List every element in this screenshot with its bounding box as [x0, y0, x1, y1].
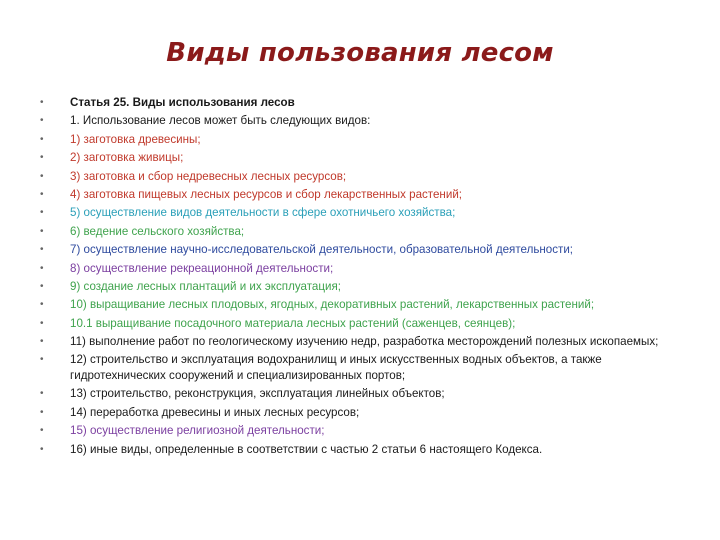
page-title: Виды пользования лесом — [166, 38, 554, 68]
bullet-icon: • — [40, 188, 44, 200]
bullet-icon: • — [40, 336, 44, 348]
list-item-text: 2) заготовка живицы; — [70, 151, 184, 165]
bullet-icon: • — [40, 354, 44, 366]
list-item-text: 12) строительство и эксплуатация водохранилищ и иных искусственных водных объектов, а также гидротехнических сооружений и специализированных портов; — [70, 353, 602, 382]
list-item — [40, 423, 668, 439]
list-item-text: 10.1 выращивание посадочного материала лесных растений (саженцев, сеянцев); — [70, 316, 516, 330]
list-item-text: 9) создание лесных плантаций и их эксплуатация; — [70, 279, 341, 293]
list-item-text: 1. Использование лесов может быть следующих видов: — [70, 114, 371, 128]
bullet-icon: • — [40, 115, 44, 127]
list-item — [40, 297, 668, 313]
list-item — [40, 261, 668, 277]
list-item — [40, 113, 668, 129]
list-item-text: 6) ведение сельского хозяйства; — [70, 224, 245, 238]
bullet-icon: • — [40, 207, 44, 219]
list-item — [40, 132, 668, 148]
bullet-icon: • — [40, 262, 44, 274]
bullet-icon: • — [40, 443, 44, 455]
list-item — [40, 150, 668, 166]
list-item-text: 3) заготовка и сбор недревесных лесных ресурсов; — [70, 169, 347, 183]
bullet-icon: • — [40, 152, 44, 164]
bullet-icon: • — [40, 97, 44, 108]
bullet-icon: • — [40, 133, 44, 145]
list-item-text: 14) переработка древесины и иных лесных ресурсов; — [70, 405, 360, 419]
list-item — [40, 386, 668, 402]
bullet-icon: • — [40, 406, 44, 418]
bullet-icon: • — [40, 280, 44, 292]
list-item-text: 15) осуществление религиозной деятельности; — [70, 424, 325, 438]
list-item — [40, 405, 668, 421]
bullet-icon: • — [40, 299, 44, 311]
list-item-text: 5) осуществление видов деятельности в сфере охотничьего хозяйства; — [70, 206, 456, 220]
bullet-icon: • — [40, 388, 44, 400]
list-item-text: 4) заготовка пищевых лесных ресурсов и сбор лекарственных растений; — [70, 187, 463, 201]
list-item — [40, 316, 668, 332]
bullet-icon: • — [40, 317, 44, 329]
list-item — [40, 442, 668, 458]
list-item — [40, 187, 668, 203]
list-item — [40, 169, 668, 185]
bullet-icon: • — [40, 425, 44, 437]
list-item — [40, 242, 668, 258]
list-item-text: 8) осуществление рекреационной деятельности; — [70, 261, 334, 275]
list-item-text: Статья 25. Виды использования лесов — [70, 96, 295, 109]
bullet-icon: • — [40, 244, 44, 256]
list-item — [40, 334, 668, 350]
list-item-text: 7) осуществление научно-исследовательской деятельности, образовательной деятельности; — [70, 243, 574, 257]
bullet-icon: • — [40, 170, 44, 182]
list-item-text: 13) строительство, реконструкция, эксплуатация линейных объектов; — [70, 387, 445, 401]
list-item — [40, 279, 668, 295]
list-item — [40, 224, 668, 240]
list-item-text: 11) выполнение работ по геологическому изучению недр, разработка месторождений полезных ископаемых; — [70, 335, 659, 349]
list-item-text: 1) заготовка древесины; — [70, 132, 201, 146]
list-item — [40, 95, 668, 111]
bullet-list — [40, 95, 668, 460]
list-item — [40, 352, 668, 383]
list-item — [40, 205, 668, 221]
list-item-text: 16) иные виды, определенные в соответствии с частью 2 статьи 6 настоящего Кодекса. — [70, 442, 543, 456]
list-item-text: 10) выращивание лесных плодовых, ягодных, декоративных растений, лекарственных растений; — [70, 298, 595, 312]
bullet-icon: • — [40, 225, 44, 237]
